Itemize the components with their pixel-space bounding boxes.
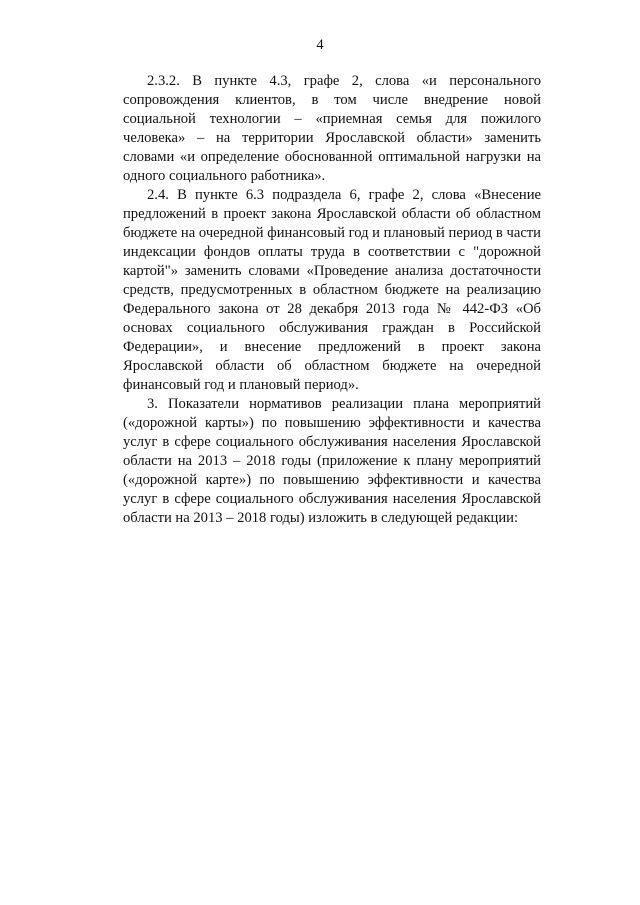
paragraph-2-4: 2.4. В пункте 6.3 подраздела 6, графе 2, слова «Внесение предложений в проект закона Ярославской области об областном бюджете на очередной финансовый год и плановый период в части индексации фондов оплаты труда в соответствии с "дорожной картой"» заменить словами «Проведение анализа достаточности средств, предусмотренных в областном бюджете на реализацию Федерального закона от 28 декабря 2013 года № 442-ФЗ «Об основах социального обслуживания граждан в Российской Федерации», и внесение предложений в проект закона Ярославской области об областном бюджете на очередной финансовый год и плановый период». bbox=[123, 187, 541, 393]
document-body bbox=[123, 72, 541, 528]
page-number: 4 bbox=[316, 37, 324, 53]
paragraph-2-3-2: 2.3.2. В пункте 4.3, графе 2, слова «и персонального сопровождения клиентов, в том числе внедрение новой социальной технологии – «приемная семья для пожилого человека» – на территории Ярославской области» заменить словами «и определение обоснованной оптимальной нагрузки на одного социального работника». bbox=[123, 73, 541, 184]
paragraph-3: 3. Показатели нормативов реализации плана мероприятий («дорожной карты») по повышению эффективности и качества услуг в сфере социального обслуживания населения Ярославской области на 2013 – 2018 годы (приложение к плану мероприятий («дорожной карте») по повышению эффективности и качества услуг в сфере социального обслуживания населения Ярославской области на 2013 – 2018 годы) изложить в следующей редакции: bbox=[123, 396, 541, 526]
